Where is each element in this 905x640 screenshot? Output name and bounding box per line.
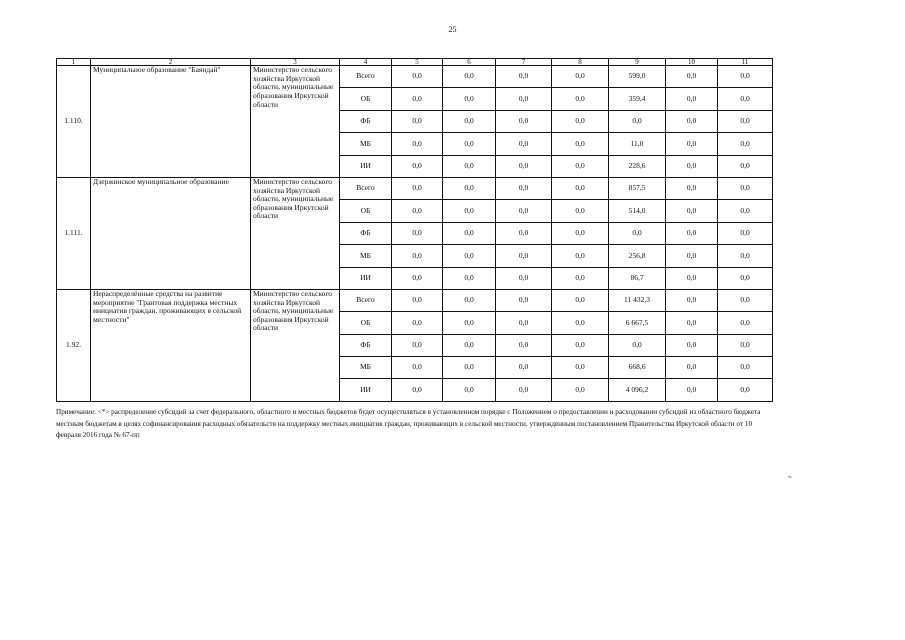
amount-cell: 0,0 xyxy=(443,334,496,356)
amount-cell: 0,0 xyxy=(718,133,773,155)
amount-cell: 4 096,2 xyxy=(609,379,666,401)
amount-cell: 0,0 xyxy=(552,200,609,222)
amount-cell: 0,0 xyxy=(392,133,443,155)
funding-source: ФБ xyxy=(340,110,392,132)
amount-cell: 0,0 xyxy=(552,334,609,356)
amount-cell: 0,0 xyxy=(552,289,609,311)
amount-cell: 599,0 xyxy=(609,66,666,88)
amount-cell: 0,0 xyxy=(609,222,666,244)
funding-source: ОБ xyxy=(340,312,392,334)
amount-cell: 0,0 xyxy=(552,66,609,88)
header-row xyxy=(57,59,773,66)
amount-cell: 0,0 xyxy=(443,379,496,401)
amount-cell: 0,0 xyxy=(392,379,443,401)
amount-cell: 0,0 xyxy=(496,334,552,356)
amount-cell: 0,0 xyxy=(392,66,443,88)
amount-cell: 0,0 xyxy=(443,200,496,222)
executor-name: Министерство сельского хозяйства Иркутской области, муниципальные образования Иркутской области xyxy=(251,66,340,178)
funding-source: Всего xyxy=(340,289,392,311)
amount-cell: 0,0 xyxy=(392,334,443,356)
amount-cell: 256,8 xyxy=(609,245,666,267)
amount-cell: 0,0 xyxy=(392,289,443,311)
table-row xyxy=(57,177,773,199)
amount-cell: 6 667,5 xyxy=(609,312,666,334)
amount-cell: 0,0 xyxy=(552,267,609,289)
amount-cell: 0,0 xyxy=(552,88,609,110)
funding-source: ФБ xyxy=(340,222,392,244)
measure-name: Нераспределённые средства на развитие мероприятие "Грантовая поддержка местных инициатив граждан, проживающих в сельской местности" xyxy=(91,289,251,401)
amount-cell: 0,0 xyxy=(443,267,496,289)
amount-cell: 0,0 xyxy=(718,357,773,379)
row-number: 1.92. xyxy=(57,289,91,401)
amount-cell: 0,0 xyxy=(666,357,718,379)
amount-cell: 0,0 xyxy=(496,66,552,88)
amount-cell: 0,0 xyxy=(443,312,496,334)
funding-source: Всего xyxy=(340,66,392,88)
header-cell: 2 xyxy=(91,59,251,66)
amount-cell: 0,0 xyxy=(718,200,773,222)
amount-cell: 0,0 xyxy=(718,289,773,311)
amount-cell: 228,6 xyxy=(609,155,666,177)
amount-cell: 0,0 xyxy=(392,155,443,177)
amount-cell: 0,0 xyxy=(443,245,496,267)
amount-cell: 0,0 xyxy=(666,267,718,289)
amount-cell: 0,0 xyxy=(718,245,773,267)
funding-source: Всего xyxy=(340,177,392,199)
amount-cell: 0,0 xyxy=(718,66,773,88)
amount-cell: 0,0 xyxy=(718,312,773,334)
table-body xyxy=(57,66,773,402)
header-cell: 9 xyxy=(609,59,666,66)
corner-mark: ». xyxy=(788,474,793,480)
amount-cell: 0,0 xyxy=(609,334,666,356)
amount-cell: 0,0 xyxy=(496,177,552,199)
amount-cell: 0,0 xyxy=(718,177,773,199)
amount-cell: 0,0 xyxy=(666,222,718,244)
amount-cell: 86,7 xyxy=(609,267,666,289)
amount-cell: 0,0 xyxy=(496,88,552,110)
amount-cell: 0,0 xyxy=(443,155,496,177)
amount-cell: 11 432,3 xyxy=(609,289,666,311)
amount-cell: 0,0 xyxy=(392,200,443,222)
amount-cell: 0,0 xyxy=(666,66,718,88)
amount-cell: 857,5 xyxy=(609,177,666,199)
header-cell: 6 xyxy=(443,59,496,66)
amount-cell: 0,0 xyxy=(496,110,552,132)
amount-cell: 0,0 xyxy=(666,312,718,334)
funding-source: ОБ xyxy=(340,200,392,222)
header-cell: 11 xyxy=(718,59,773,66)
page-number: 25 xyxy=(448,25,457,34)
amount-cell: 0,0 xyxy=(552,312,609,334)
amount-cell: 0,0 xyxy=(552,110,609,132)
executor-name: Министерство сельского хозяйства Иркутской области, муниципальные образования Иркутской области xyxy=(251,289,340,401)
amount-cell: 0,0 xyxy=(666,200,718,222)
amount-cell: 0,0 xyxy=(496,312,552,334)
funding-source: МБ xyxy=(340,133,392,155)
amount-cell: 0,0 xyxy=(666,155,718,177)
amount-cell: 0,0 xyxy=(718,334,773,356)
amount-cell: 0,0 xyxy=(718,267,773,289)
funding-source: ОБ xyxy=(340,88,392,110)
amount-cell: 0,0 xyxy=(443,88,496,110)
budget-table xyxy=(56,58,773,402)
amount-cell: 0,0 xyxy=(718,110,773,132)
amount-cell: 0,0 xyxy=(552,357,609,379)
table-row xyxy=(57,66,773,88)
amount-cell: 0,0 xyxy=(496,222,552,244)
amount-cell: 0,0 xyxy=(443,177,496,199)
amount-cell: 0,0 xyxy=(496,267,552,289)
amount-cell: 0,0 xyxy=(666,110,718,132)
header-cell: 8 xyxy=(552,59,609,66)
amount-cell: 0,0 xyxy=(443,66,496,88)
footnote: Примечание: <*> распределение субсидий за счет федерального, областного и местных бюджетов будет осуществляться в установленном порядке с Положением о предоставлении и расходовании субсидий из областного бюджета местным бюджетам в целях софинансирования расходных обязательств на поддержку местных инициатив граждан, проживающих в сельской местности, утвержденным постановлением Правительства Иркутской области от 10 февраля 2016 года № 67-пп xyxy=(56,408,761,440)
row-number: 1.110. xyxy=(57,66,91,178)
amount-cell: 0,0 xyxy=(718,222,773,244)
funding-source: МБ xyxy=(340,357,392,379)
amount-cell: 0,0 xyxy=(392,267,443,289)
amount-cell: 0,0 xyxy=(666,133,718,155)
amount-cell: 11,0 xyxy=(609,133,666,155)
header-cell: 1 xyxy=(57,59,91,66)
amount-cell: 0,0 xyxy=(496,155,552,177)
amount-cell: 0,0 xyxy=(666,245,718,267)
measure-name: Муниципальное образование "Баяндай" xyxy=(91,66,251,178)
amount-cell: 0,0 xyxy=(392,222,443,244)
amount-cell: 0,0 xyxy=(443,289,496,311)
measure-name: Дзержинское муниципальное образование xyxy=(91,177,251,289)
header-cell: 7 xyxy=(496,59,552,66)
amount-cell: 0,0 xyxy=(392,110,443,132)
funding-source: ФБ xyxy=(340,334,392,356)
amount-cell: 514,0 xyxy=(609,200,666,222)
amount-cell: 0,0 xyxy=(552,177,609,199)
funding-source: ИИ xyxy=(340,379,392,401)
amount-cell: 0,0 xyxy=(443,133,496,155)
amount-cell: 0,0 xyxy=(552,245,609,267)
row-number: 1.111. xyxy=(57,177,91,289)
amount-cell: 0,0 xyxy=(496,133,552,155)
amount-cell: 0,0 xyxy=(718,88,773,110)
amount-cell: 0,0 xyxy=(552,155,609,177)
amount-cell: 0,0 xyxy=(392,177,443,199)
amount-cell: 359,4 xyxy=(609,88,666,110)
amount-cell: 0,0 xyxy=(443,222,496,244)
funding-source: МБ xyxy=(340,245,392,267)
table-row xyxy=(57,289,773,311)
amount-cell: 0,0 xyxy=(666,88,718,110)
executor-name: Министерство сельского хозяйства Иркутской области, муниципальные образования Иркутской области xyxy=(251,177,340,289)
amount-cell: 0,0 xyxy=(392,357,443,379)
amount-cell: 0,0 xyxy=(666,289,718,311)
amount-cell: 0,0 xyxy=(496,245,552,267)
amount-cell: 0,0 xyxy=(552,379,609,401)
amount-cell: 0,0 xyxy=(392,245,443,267)
amount-cell: 0,0 xyxy=(609,110,666,132)
amount-cell: 0,0 xyxy=(443,110,496,132)
amount-cell: 668,6 xyxy=(609,357,666,379)
header-cell: 4 xyxy=(340,59,392,66)
header-cell: 3 xyxy=(251,59,340,66)
amount-cell: 0,0 xyxy=(666,379,718,401)
amount-cell: 0,0 xyxy=(496,379,552,401)
amount-cell: 0,0 xyxy=(718,379,773,401)
amount-cell: 0,0 xyxy=(718,155,773,177)
funding-source: ИИ xyxy=(340,155,392,177)
amount-cell: 0,0 xyxy=(496,200,552,222)
amount-cell: 0,0 xyxy=(392,312,443,334)
amount-cell: 0,0 xyxy=(552,133,609,155)
amount-cell: 0,0 xyxy=(392,88,443,110)
amount-cell: 0,0 xyxy=(496,357,552,379)
amount-cell: 0,0 xyxy=(666,177,718,199)
header-cell: 10 xyxy=(666,59,718,66)
amount-cell: 0,0 xyxy=(666,334,718,356)
header-cell: 5 xyxy=(392,59,443,66)
funding-source: ИИ xyxy=(340,267,392,289)
amount-cell: 0,0 xyxy=(496,289,552,311)
amount-cell: 0,0 xyxy=(443,357,496,379)
amount-cell: 0,0 xyxy=(552,222,609,244)
